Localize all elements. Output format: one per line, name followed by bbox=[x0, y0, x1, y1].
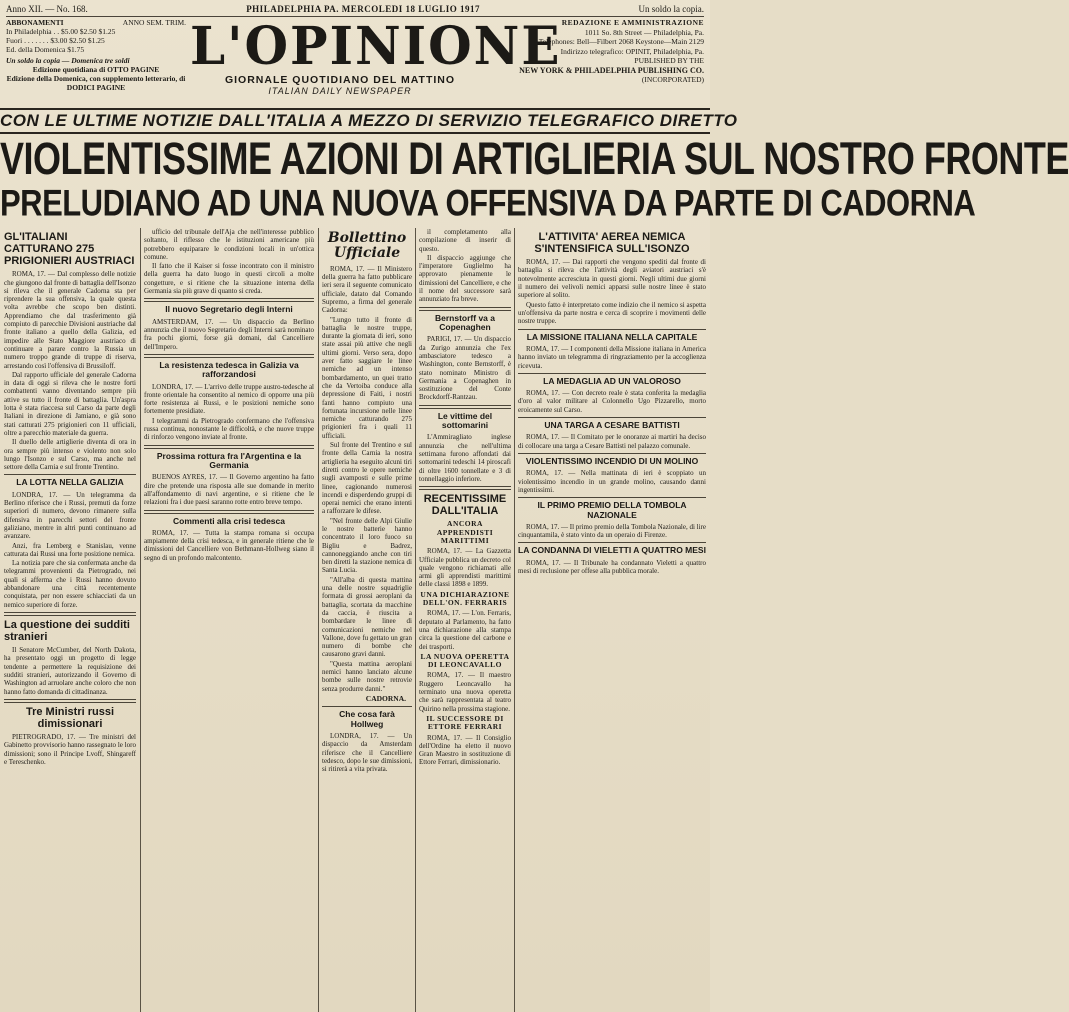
subscription-row: Fuori . . . . . . . $3.00 $2.50 $1.25 bbox=[6, 36, 105, 45]
article-paragraph: ROMA, 17. — Con decreto reale è stata conferita la medaglia d'oro al valor militare al Colonnello Ugo Pizzarello, morto eroicamente sul Carso. bbox=[518, 389, 706, 414]
article-headline: Che cosa farà Hollweg bbox=[339, 709, 395, 729]
subscription-row: In Philadelphia . . $5.00 $2.50 $1.25 bbox=[6, 27, 116, 36]
section-subhead: UNA DICHIARAZIONE DELL'ON. FERRARIS bbox=[420, 589, 510, 608]
office-title: REDAZIONE E AMMINISTRAZIONE bbox=[561, 18, 704, 27]
article-paragraph: PIETROGRADO, 17. — Tre ministri del Gabinetto provvisorio hanno rassegnato le loro dimissioni; sono il Principe Lvoff, Shingareff e Tereschenko. bbox=[4, 733, 136, 766]
article-headline: RECENTISSIME DALL'ITALIA bbox=[423, 493, 507, 518]
article-headline: VIOLENTISSIMO INCENDIO DI UN MOLINO bbox=[525, 455, 699, 466]
publisher-line: PUBLISHED BY THE bbox=[634, 56, 704, 65]
divider bbox=[518, 329, 706, 330]
sunday-edition: Edizione della Domenica, con supplemento letterario, di DODICI PAGINE bbox=[6, 74, 186, 92]
article-paragraph: ROMA, 17. — Dai rapporti che vengono spediti dal fronte di battaglia si rileva che l'attività degli aviatori austriaci s'è notevolmente accresciuta in questi giorni. Negli ultimi due giorni il numero dei velivoli nemici apparsi sulle nostre linee è stato superiore al solito. bbox=[518, 258, 706, 300]
divider bbox=[322, 706, 412, 707]
issue-number: Anno XII. — No. 168. bbox=[6, 4, 88, 14]
article-headline: Bernstorff va a Copenaghen bbox=[435, 312, 495, 333]
article-headline: La resistenza tedesca in Galizia va rafforzandosi bbox=[159, 359, 299, 380]
article-headline: Prossima rottura fra l'Argentina e la Germania bbox=[156, 450, 302, 471]
article-headline: UNA TARGA A CESARE BATTISTI bbox=[544, 420, 680, 431]
sunday-note: Un soldo la copia — Domenica tre soldi bbox=[6, 56, 130, 65]
article-paragraph: ROMA, 17. — Il maestro Ruggero Leoncavallo ha terminato una nuova operetta che sarà rappresentata al teatro Quirino nella prossima stagione. bbox=[419, 671, 511, 713]
subscription-columns: ANNO SEM. TRIM. bbox=[122, 18, 186, 27]
office-box bbox=[504, 18, 704, 85]
article-paragraph: "Lungo tutto il fronte di battaglia le nostre truppe, durante la giornata di ieri, sono state assai più attive che negli ultimi giorni. Verso sera, dopo aver fatto saggiare le linee nemiche ad un intenso bombardamento, un quei tratto che da Vertoiba conduce alla depressione di Faiti, i nostri fanti hanno compiuto una fortunata incursione nelle linee nemiche catturando 275 prigionieri fra i quali 11 ufficiali. bbox=[322, 315, 412, 440]
slogan-bar: CON LE ULTIME NOTIZIE DALL'ITALIA A MEZZO DI SERVIZIO TELEGRAFICO DIRETTO bbox=[0, 108, 710, 134]
article-paragraph: ROMA, 17. — Dal complesso delle notizie che giungono dal fronte di battaglia dell'Isonzo si rileva che il generale Cadorna sta per riprendere la sua offensiva, la quale questa volta avrebbe che scopo ben distinti. Apprendiamo che dal trasferimento già compiuto di parecchie Divisioni austriache dal fronte italiano a quello della Galizia, ed impedire alle Stato Maggiore austriaco di continuare a parare contro la Russia un numero troppo grande di truppe di riserva, arrestando così l'offensiva di Brussiloff. bbox=[4, 270, 136, 370]
article-headline: LA CONDANNA DI VIELETTI A QUATTRO MESI bbox=[518, 545, 706, 556]
column-4 bbox=[419, 228, 511, 1012]
column-rule bbox=[318, 228, 319, 1012]
section-subhead: IL SUCCESSORE DI ETTORE FERRARI bbox=[426, 713, 504, 732]
subscription-box bbox=[6, 18, 186, 92]
divider bbox=[518, 373, 706, 374]
divider bbox=[419, 486, 511, 490]
article-paragraph: La notizia pare che sia confermata anche da telegrammi provenienti da Pietrogrado, nei quali si afferma che i Russi hanno dovuto abbandonare una città recentemente conquistata, per non essere schiacciati da un nemico superiore di forze. bbox=[4, 559, 136, 609]
article-paragraph: ROMA, 17. — L'on. Ferraris, deputato al Parlamento, ha fatto una dichiarazione alla stampa circa la questione del carbone e dei trasporti. bbox=[419, 609, 511, 651]
article-paragraph: ROMA, 17. — La Gazzetta Ufficiale pubblica un decreto col quale vengono richiamati alle armi gli apprendisti marittimi delle classi 1898 e 1899. bbox=[419, 547, 511, 589]
price: Un soldo la copia. bbox=[638, 4, 704, 14]
article-paragraph: Il dispaccio aggiunge che l'imperatore Guglielmo ha approvato pienamente le dimissioni del Cancelliere, e che il nome del successore sarà annunziato fra breve. bbox=[419, 253, 511, 304]
article-headline: Commenti alla crisi tedesca bbox=[173, 515, 285, 526]
article-paragraph: PARIGI, 17. — Un dispaccio da Zurigo annunzia che l'ex ambasciatore tedesco a Washington, conte Bernstorff, è stato nominato Ministro di Germania a Copenaghen in sostituzione del Conte Brockdorff-Rantzau. bbox=[419, 335, 511, 402]
column-rule bbox=[415, 228, 416, 1012]
article-paragraph: ROMA, 17. — Tutta la stampa romana si occupa ampiamente della crisi tedesca, e in generale ritiene che le dimissioni del Cancelliere von Bethmann-Hollweg siano il segno di un profondo malcontento. bbox=[144, 528, 314, 562]
article-paragraph: ROMA, 17. — I componenti della Missione italiana in America hanno inviato un telegramma di ringraziamento per la accoglienza ricevuta. bbox=[518, 344, 706, 370]
column-5 bbox=[518, 228, 706, 1012]
article-paragraph: Anzi, fra Lemberg e Stanislau, venne catturata dai Russi una forte posizione nemica. bbox=[4, 541, 136, 558]
article-headline: Tre Ministri russi dimissionari bbox=[25, 705, 115, 730]
publisher-name: NEW YORK & PHILADELPHIA PUBLISHING CO. bbox=[519, 65, 704, 75]
newspaper-logo bbox=[190, 14, 562, 96]
divider bbox=[4, 699, 136, 703]
divider bbox=[144, 354, 314, 358]
office-phones: Telephones: Bell—Filbert 2068 Keystone—Main 2129 bbox=[538, 37, 704, 46]
article-paragraph: Il Senatore McCumber, del North Dakota, ha presentato oggi un progetto di legge tendente a permettere la requisizione dei sudditi stranieri, autorizzando il Governo di Washington ad arruolare anche coloro che non hanno fatto domanda di cittadinanza. bbox=[4, 646, 136, 696]
article-paragraph: LONDRA, 17. — Un dispaccio da Amsterdam riferisce che il Cancelliere tedesco, dopo le sue dimissioni, si ritirerà a vita privata. bbox=[322, 731, 412, 774]
divider bbox=[518, 453, 706, 454]
article-paragraph: Questo fatto è interpretato come indizio che il nemico si aspetta un'offensiva da parte nostra e cerca di scoprire i movimenti delle nostre truppe. bbox=[518, 300, 706, 326]
article-headline: Il nuovo Segretario degli Interni bbox=[165, 304, 293, 315]
section-subhead: ANCORA APPRENDISTI MARITTIMI bbox=[436, 519, 494, 545]
article-paragraph: Sul fronte del Trentino e sul fronte della Carnia la nostra artiglieria ha eseguito alcuni tiri diretti contro le opere nemiche sugli avamposti e sulle prime linee, cagionando numerosi incendi e disperdendo gruppi di operai nemici che erano intenti a rafforzare le difese. bbox=[322, 441, 412, 516]
article-paragraph: I telegrammi da Pietrogrado confermano che l'offensiva russa continua, nonostante le difficoltà, e che nuove truppe di rinforzo vengono inviate al fronte. bbox=[144, 416, 314, 442]
signature: CADORNA. bbox=[365, 693, 406, 703]
column-1 bbox=[4, 228, 136, 1012]
tagline-english: ITALIAN DAILY NEWSPAPER bbox=[268, 86, 412, 96]
article-paragraph: "All'alba di questa mattina una delle nostre squadriglie formata di grossi aeroplani da battaglia, scortata da macchine da caccia, è riuscita a bombardare le linee di comunicazioni nemiche nel Vallone, dove fu gettato un gran numero di bombe che causarono gravi danni. bbox=[322, 575, 412, 659]
divider bbox=[144, 445, 314, 449]
divider bbox=[4, 612, 136, 616]
article-paragraph: ROMA, 17. — Il primo premio della Tombola Nazionale, di lire cinquantamila, è stato vinto da un operaio di Firenze. bbox=[518, 522, 706, 540]
column-3 bbox=[322, 228, 412, 1012]
divider bbox=[518, 497, 706, 498]
columns bbox=[4, 228, 706, 1012]
banner-headline-1: VIOLENTISSIME AZIONI DI ARTIGLIERIA SUL NOSTRO FRONTE bbox=[0, 132, 1069, 184]
article-paragraph: ROMA, 17. — Il Ministero della guerra ha fatto pubblicare ieri sera il seguente comunicato ufficiale, datato dal Comando Supremo, a firma del generale Cadorna: bbox=[322, 264, 412, 315]
column-2 bbox=[144, 228, 314, 1012]
divider bbox=[4, 474, 136, 475]
divider bbox=[144, 510, 314, 514]
subscription-label: ABBONAMENTI bbox=[6, 18, 64, 27]
article-headline: LA MEDAGLIA AD UN VALOROSO bbox=[543, 375, 681, 386]
article-paragraph: Il fatto che il Kaiser si fosse incontrato con il ministro della guerra ha dato luogo in questi circoli a molte congetture, e si ritiene che la situazione interna della Germania sia più grave di quanto si creda. bbox=[144, 262, 314, 296]
article-paragraph: LONDRA, 17. — Un telegramma da Berlino riferisce che i Russi, premuti da forze superiori di numero, devono rimanere sulla difensiva in parecchi settori del fronte galiziano, mentre in altri punti continuano ad avanzare. bbox=[4, 490, 136, 541]
article-headline: Le vittime del sottomarini bbox=[437, 410, 493, 431]
article-paragraph: LONDRA, 17. — L'arrivo delle truppe austro-tedesche al fronte orientale ha consentito al nemico di opporre una più forte resistenza ai Russi, e le posizioni nemiche sono fortemente presidiate. bbox=[144, 382, 314, 416]
article-paragraph: Il duello delle artiglierie diventa di ora in ora sempre più intenso e violento non solo lungo l'Isonzo e sul Carso, ma anche nel settore della Carnia e sul fronte Trentino. bbox=[4, 438, 136, 472]
article-paragraph: Dal rapporto ufficiale del generale Cadorna in data di oggi si rileva che le nostre forti combattenti vanno diventando sempre più attive su tutto il fronte di battaglia. Un'aspra lotta è stata riaccesa sul Carso da parte degli Italiani in direzione di Jamiano, e già sono stati catturati 275 prigionieri con 11 ufficiali, oltre a parecchio materiale da guerra. bbox=[4, 370, 136, 437]
subscription-header bbox=[6, 18, 186, 27]
article-headline: LA LOTTA NELLA GALIZIA bbox=[16, 477, 124, 488]
article-headline: LA MISSIONE ITALIANA NELLA CAPITALE bbox=[526, 331, 698, 342]
article-headline: La questione dei sudditi stranieri bbox=[4, 618, 130, 643]
divider bbox=[419, 307, 511, 311]
section-subhead: LA NUOVA OPERETTA DI LEONCAVALLO bbox=[420, 651, 510, 670]
article-paragraph: BUENOS AYRES, 17. — Il Governo argentino ha fatto dire che pretende una risposta alle sue domande in merito all'affondamento di navi argentine, e si ritiene che le relazioni fra i due paesi saranno rotte entro breve tempo. bbox=[144, 473, 314, 507]
article-headline: Bollettino Ufficiale bbox=[327, 230, 407, 262]
incorporated: (INCORPORATED) bbox=[641, 75, 704, 84]
daily-edition: Edizione quotidiana di OTTO PAGINE bbox=[32, 65, 160, 74]
masthead bbox=[0, 14, 710, 106]
article-paragraph: "Nel fronte delle Alpi Giulie le nostre batterie hanno concentrato il loro fuoco su Bigliu e Badrez, cannoneggiando anche con tiri ben diretti la stazione nemica di Santa Lucia. bbox=[322, 516, 412, 575]
tagline: GIORNALE QUOTIDIANO DEL MATTINO bbox=[224, 74, 456, 86]
article-paragraph: ROMA, 17. — Il Consiglio dell'Ordine ha eletto il nuovo Gran Maestro in sostituzione di Ettore Ferrari, dimissionario. bbox=[419, 733, 511, 767]
article-headline: IL PRIMO PREMIO DELLA TOMBOLA NAZIONALE bbox=[537, 500, 687, 520]
office-address: 1011 So. 8th Street — Philadelphia, Pa. bbox=[584, 27, 704, 37]
banner-headline-2: PRELUDIANO AD UNA NUOVA OFFENSIVA DA PARTE DI CADORNA bbox=[0, 182, 976, 224]
divider bbox=[518, 417, 706, 418]
column-rule bbox=[140, 228, 141, 1012]
divider bbox=[419, 405, 511, 409]
office-cable: Indirizzo telegrafico: OPINIT, Philadelphia, Pa. bbox=[560, 46, 704, 56]
newspaper-name: L'OPINIONE bbox=[190, 14, 562, 77]
subscription-row: Ed. della Domenica $1.75 bbox=[6, 45, 85, 54]
divider bbox=[144, 298, 314, 302]
article-paragraph: il completamento alla compilazione di inserir di questo. bbox=[419, 228, 511, 253]
column-rule bbox=[514, 228, 515, 1012]
article-paragraph: "Questa mattina aeroplani nemici hanno lanciato alcune bombe sulle nostre retrovie senza produrre danni." bbox=[322, 659, 412, 693]
dateline: PHILADELPHIA PA. MERCOLEDI 18 LUGLIO 1917 bbox=[246, 4, 481, 14]
article-headline: L'ATTIVITA' AEREA NEMICA S'INTENSIFICA SULL'ISONZO bbox=[534, 231, 690, 256]
article-paragraph: ROMA, 17. — Nella mattinata di ieri è scoppiato un violentissimo incendio in un grande molino, causando danni ingentissimi. bbox=[518, 469, 706, 494]
article-paragraph: AMSTERDAM, 17. — Un dispaccio da Berlino annunzia che il nuovo Segretario degli Interni sarà nominato fra pochi giorni, forse già domani, dal Cancelliere dell'Impero. bbox=[144, 317, 314, 351]
article-paragraph: ROMA, 17. — Il Comitato per le onoranze ai martiri ha deciso di collocare una targa a Cesare Battisti nel palazzo comunale. bbox=[518, 433, 706, 450]
article-headline: GL'ITALIANI CATTURANO 275 PRIGIONIERI AUSTRIACI bbox=[4, 231, 135, 268]
article-paragraph: ROMA, 17. — Il Tribunale ha condannato Vieletti a quattro mesi di reclusione per offese alla pubblica morale. bbox=[518, 558, 706, 576]
article-paragraph: ufficio del tribunale dell'Aja che nell'interesse pubblico soltanto, il riflesso che le istituzioni americane più potrebbero equiparare le condizioni locali in un'ottica comune. bbox=[144, 228, 314, 261]
divider bbox=[518, 542, 706, 543]
article-paragraph: L'Ammiragliato inglese annunzia che nell'ultima settimana furono affondati dai sottomarini tedeschi 14 piroscafi di oltre 1600 tonnellate e 3 di tonnellaggio inferiore. bbox=[419, 433, 511, 483]
